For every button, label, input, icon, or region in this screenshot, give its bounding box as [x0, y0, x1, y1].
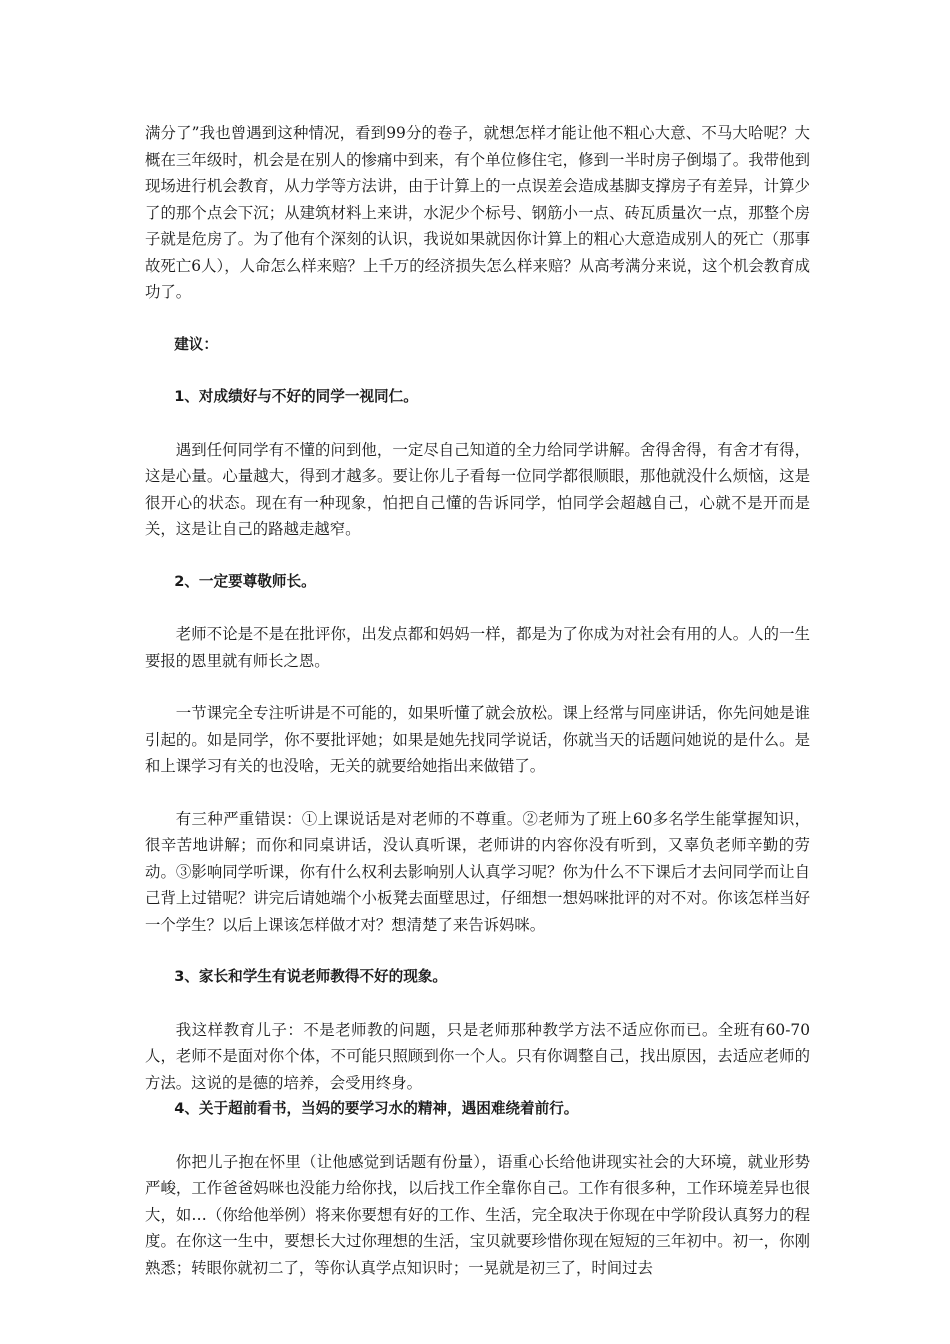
paragraph-class-listening: 一节课完全专注听讲是不可能的，如果听懂了就会放松。课上经常与同座讲话，你先问她是谁引起的。如是同学，你不要批评她；如果是她先找同学说话，你就当天的话题问她说的是什么。是和上课学习有关的也没啥，无关的就要给她指出来做错了。	[145, 704, 810, 775]
heading-item-2: 2、一定要尊敬师长。	[174, 572, 316, 590]
paragraph-item-1: 遇到任何同学有不懂的问到他，一定尽自己知道的全力给同学讲解。舍得舍得，有舍才有得，这是心量。心量越大，得到才越多。要让你儿子看每一位同学都很顺眼，那他就没什么烦恼，这是很开心的状态。现在有一种现象，怕把自己懂的告诉同学，怕同学会超越自己，心就不是开而是关，这是让自己的路越走越窄。	[145, 440, 810, 538]
paragraph-three-mistakes: 有三种严重错误：①上课说话是对老师的不尊重。②老师为了班上60多名学生能掌握知识，很辛苦地讲解；而你和同桌讲话，没认真听课，老师讲的内容你没有听到，又辜负老师辛勤的劳动。③影响同学听课，你有什么权利去影响别人认真学习呢？你为什么不下课后才去问同学而让自己背上过错呢？讲完后请她端个小板凳去面壁思过，仔细想一想妈咪批评的对不对。你该怎样当好一个学生？以后上课该怎样做才对？想清楚了来告诉妈咪。	[145, 809, 810, 934]
heading-suggestions: 建议：	[174, 335, 218, 353]
heading-item-3: 3、家长和学生有说老师教得不好的现象。	[174, 968, 448, 985]
paragraph-respect-teachers: 老师不论是不是在批评你，出发点都和妈妈一样，都是为了你成为对社会有用的人。人的一生要报的恩里就有师长之恩。	[145, 625, 810, 670]
paragraph-item-3: 我这样教育儿子：不是老师教的问题，只是老师那种教学方法不适应你而已。全班有60-70人，老师不是面对你个体，不可能只照顾到你一个人。只有你调整自己，找出原因，去适应老师的方法。这说的是德的培养，会受用终身。	[145, 1020, 810, 1092]
document-body	[145, 120, 810, 1281]
heading-item-4: 4、关于超前看书，当妈的要学习水的精神，遇困难绕着前行。	[174, 1100, 579, 1117]
heading-item-1: 1、对成绩好与不好的同学一视同仁。	[174, 388, 418, 405]
paragraph-item-4: 你把儿子抱在怀里（让他感觉到话题有份量），语重心长给他讲现实社会的大环境，就业形势严峻，工作爸爸妈咪也没能力给你找，以后找工作全靠你自己。工作有很多种，工作环境差异也很大，如…（你给他举例）将来你要想有好的工作、生活，完全取决于你现在中学阶段认真努力的程度。在你这一生中，要想长大过你理想的生活，宝贝就要珍惜你现在短短的三年初中。初一，你刚熟悉；转眼你就初二了，等你认真学点知识时；一晃就是初三了，时间过去	[145, 1152, 810, 1277]
paragraph-exam-story: 满分了”我也曾遇到这种情况，看到99分的卷子，就想怎样才能让他不粗心大意、不马大哈呢？大概在三年级时，机会是在别人的惨痛中到来，有个单位修住宅，修到一半时房子倒塌了。我带他到现场进行机会教育，从力学等方法讲，由于计算上的一点误差会造成基脚支撑房子有差异，计算少了的那个点会下沉；从建筑材料上来讲，水泥少个标号、钢筋小一点、砖瓦质量次一点，那整个房子就是危房了。为了他有个深刻的认识，我说如果就因你计算上的粗心大意造成别人的死亡（那事故死亡6人），人命怎么样来赔？上千万的经济损失怎么样来赔？从高考满分来说，这个机会教育成功了。	[145, 124, 810, 301]
